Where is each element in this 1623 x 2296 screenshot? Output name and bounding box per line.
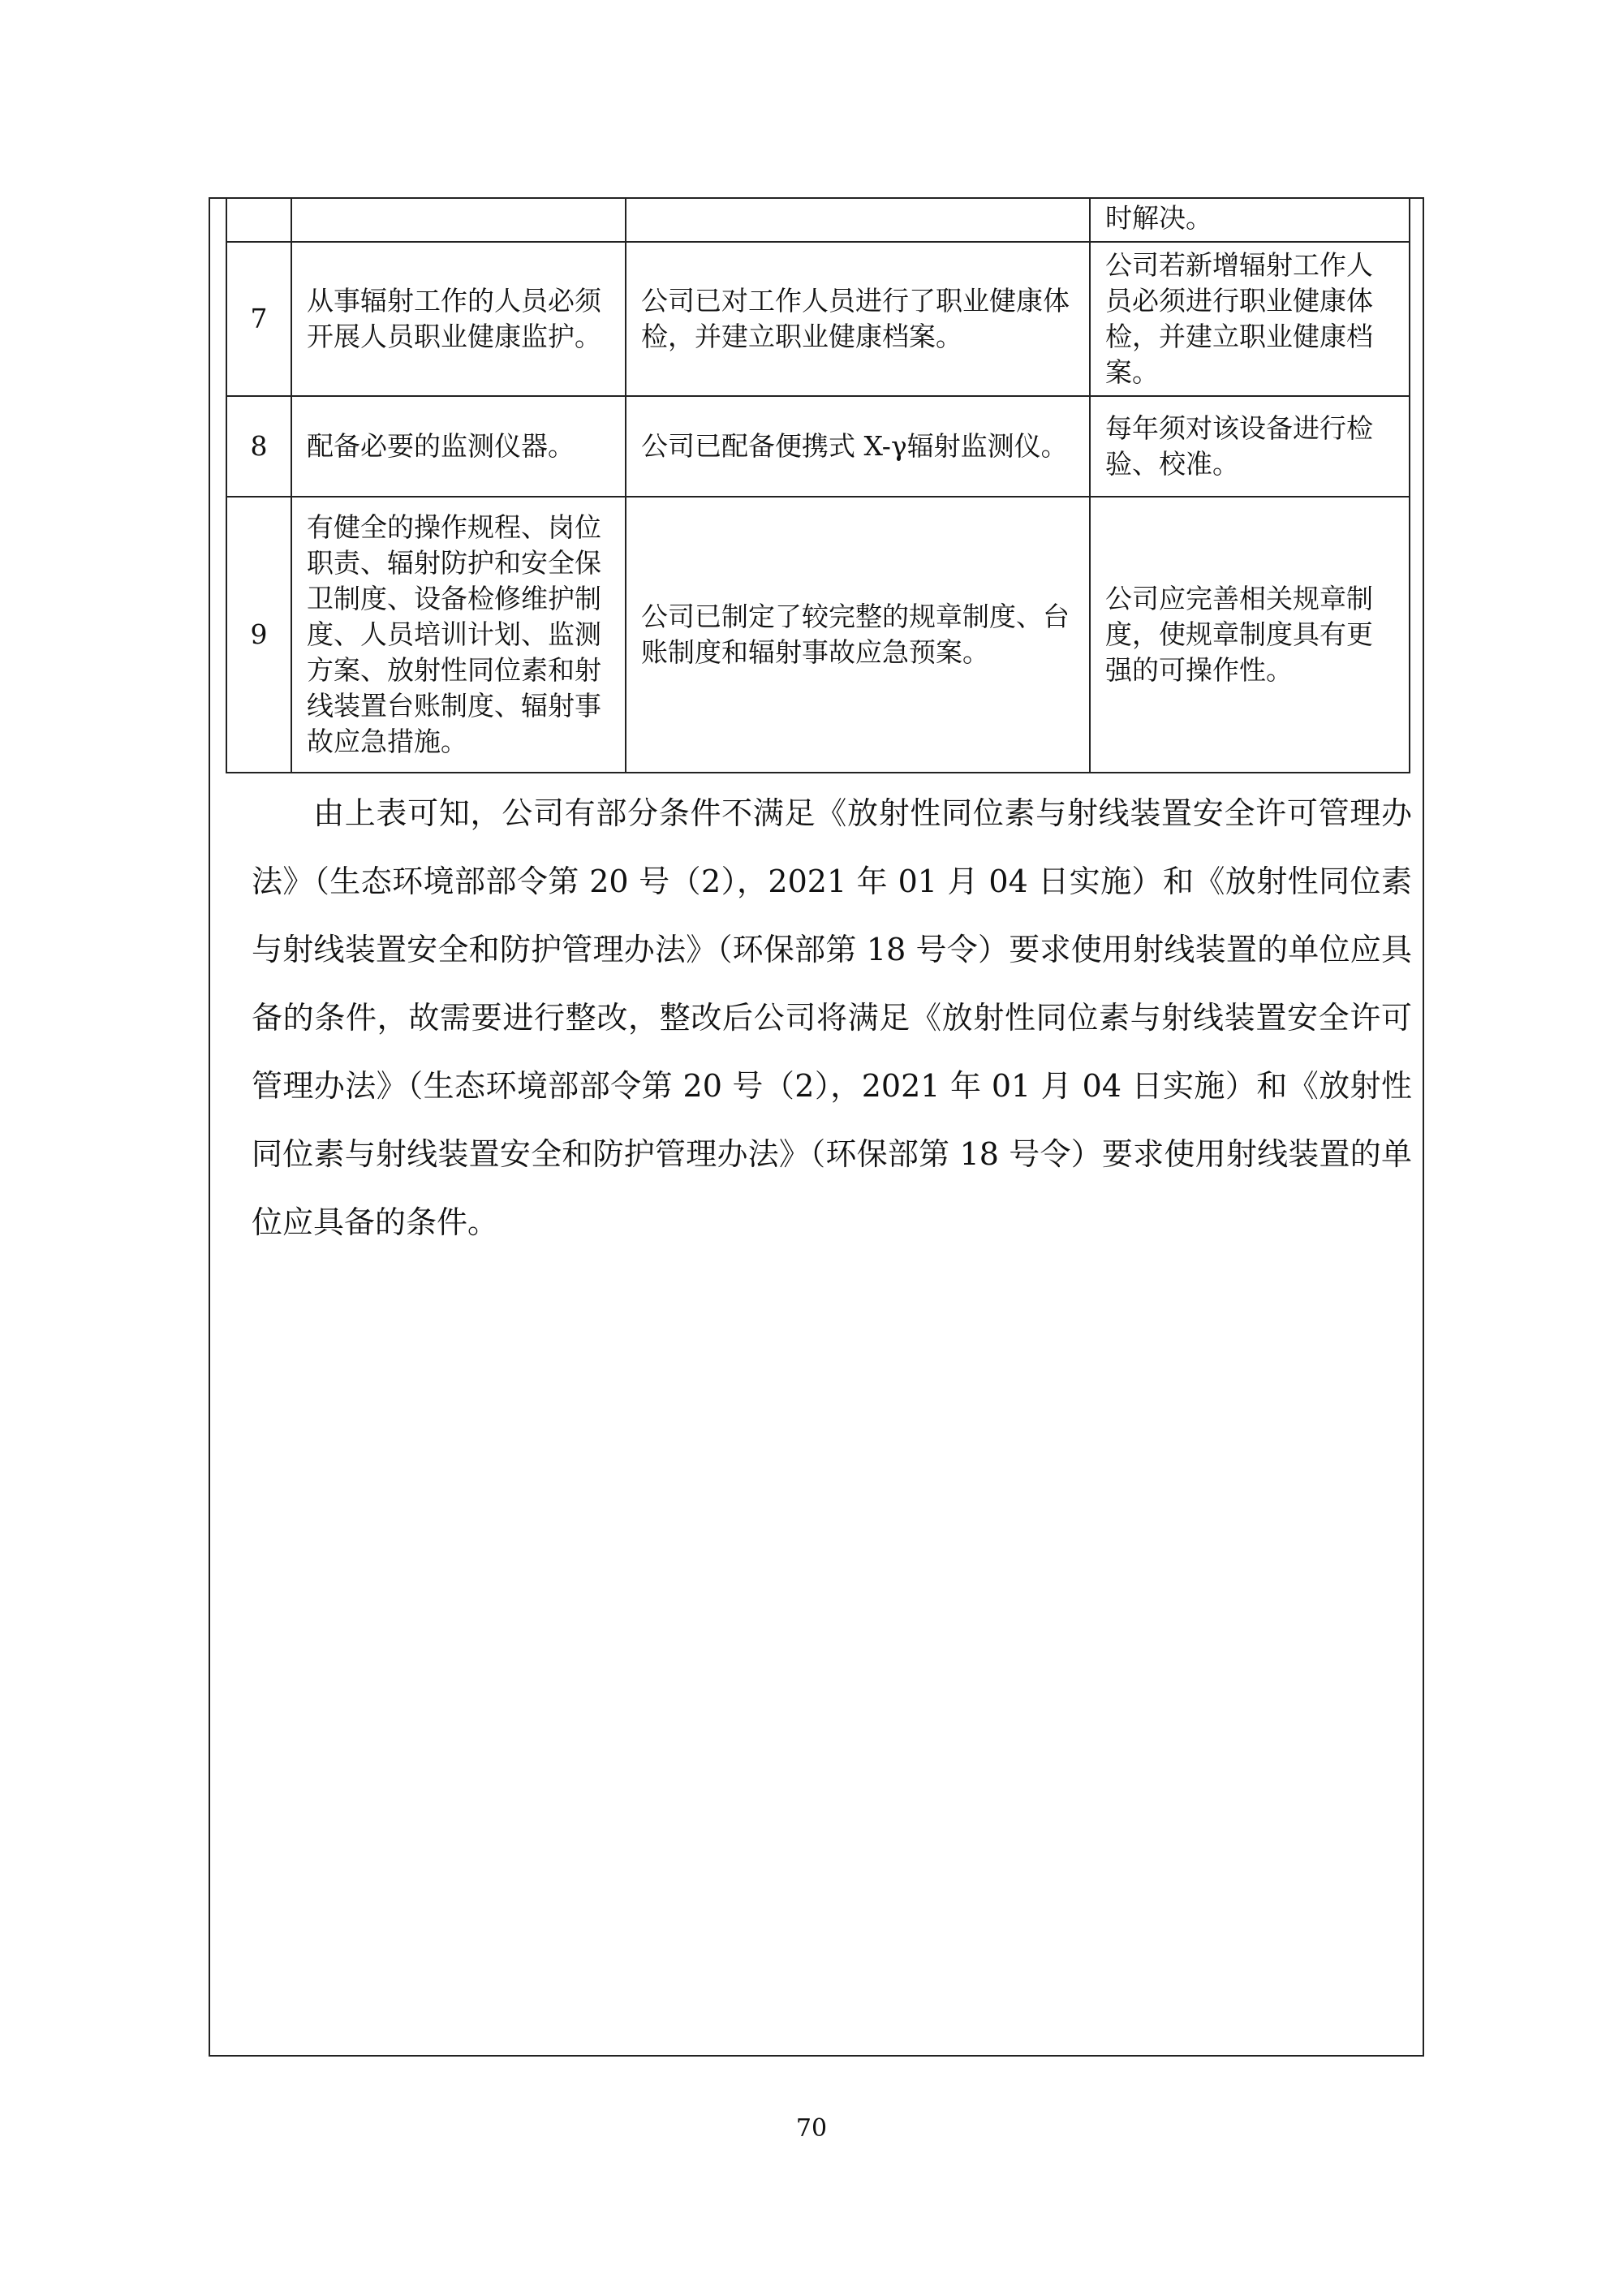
status-cell bbox=[626, 198, 1090, 242]
row-number: 9 bbox=[226, 497, 291, 773]
table-row bbox=[226, 242, 1410, 396]
status-cell: 公司已制定了较完整的规章制度、台账制度和辐射事故应急预案。 bbox=[626, 497, 1090, 773]
status-cell: 公司已配备便携式 X-γ辐射监测仪。 bbox=[626, 396, 1090, 497]
requirement-cell bbox=[291, 198, 626, 242]
action-cell: 公司若新增辐射工作人员必须进行职业健康体检，并建立职业健康档案。 bbox=[1090, 242, 1410, 396]
action-cell: 每年须对该设备进行检验、校准。 bbox=[1090, 396, 1410, 497]
row-number: 8 bbox=[226, 396, 291, 497]
action-cell: 公司应完善相关规章制度，使规章制度具有更强的可操作性。 bbox=[1090, 497, 1410, 773]
table-row bbox=[226, 497, 1410, 773]
requirement-cell: 有健全的操作规程、岗位职责、辐射防护和安全保卫制度、设备检修维护制度、人员培训计划、监测方案、放射性同位素和射线装置台账制度、辐射事故应急措施。 bbox=[291, 497, 626, 773]
table-row bbox=[226, 198, 1410, 242]
table-row bbox=[226, 396, 1410, 497]
page-number: 70 bbox=[795, 2114, 828, 2143]
requirement-cell: 配备必要的监测仪器。 bbox=[291, 396, 626, 497]
row-number bbox=[226, 198, 291, 242]
action-cell: 时解决。 bbox=[1090, 198, 1410, 242]
requirement-cell: 从事辐射工作的人员必须开展人员职业健康监护。 bbox=[291, 242, 626, 396]
row-number: 7 bbox=[226, 242, 291, 396]
status-cell: 公司已对工作人员进行了职业健康体检，并建立职业健康档案。 bbox=[626, 242, 1090, 396]
requirements-table bbox=[226, 197, 1410, 773]
conclusion-paragraph: 由上表可知，公司有部分条件不满足《放射性同位素与射线装置安全许可管理办法》（生态环境部部令第 20 号（2），2021 年 01 月 04 日实施）和《放射性同位素与射线装置安全和防护管理办法》（环保部第 18 号令）要求使用射线装置的单位应具备的条件，故需要进行整改，整改后公司将满足《放射性同位素与射线装置安全许可管理办法》（生态环境部部令第 20 号（2），2021 年 01 月 04 日实施）和《放射性同位素与射线装置安全和防护管理办法》（环保部第 18 号令）要求使用射线装置的单位应具备的条件。 bbox=[252, 795, 1412, 1240]
